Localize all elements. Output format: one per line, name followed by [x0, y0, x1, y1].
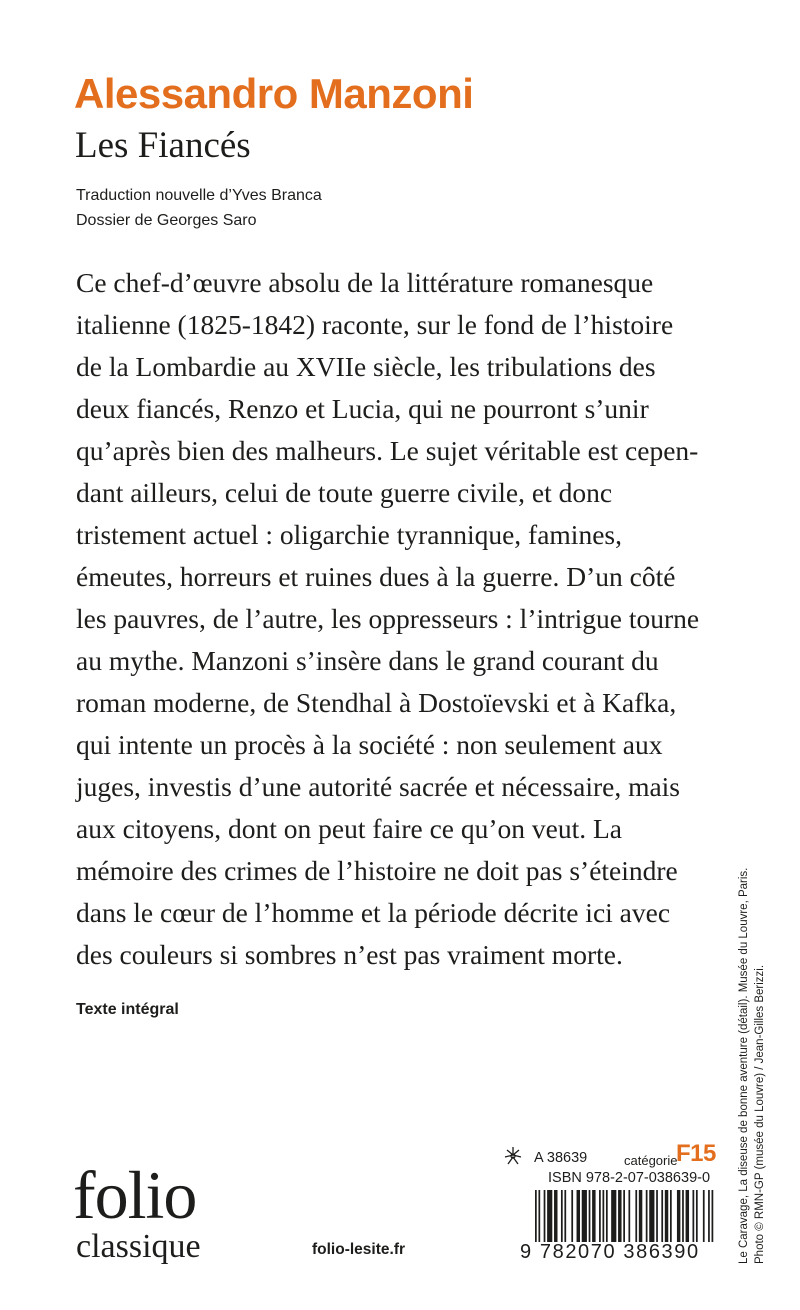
blurb-line: roman moderne, de Stendhal à Dostoïevski et à Kafka,: [76, 687, 677, 718]
blurb-line: aux citoyens, dont on peut faire ce qu’on veut. La: [76, 813, 622, 844]
blurb: [76, 262, 716, 976]
blurb-line: mémoire des crimes de l’histoire ne doit pas s’éteindre: [76, 855, 678, 886]
translator-credit: Traduction nouvelle d’Yves Branca: [76, 187, 322, 204]
barcode-digits: 9 782070 386390: [520, 1241, 700, 1263]
dossier-credit: Dossier de Georges Saro: [76, 212, 257, 229]
serial-number: A 38639: [534, 1150, 588, 1166]
texte-integral-label: Texte intégral: [76, 1001, 179, 1018]
blurb-line: dans le cœur de l’homme et la période décrite ici avec: [76, 897, 671, 928]
book-title: Les Fiancés: [75, 125, 251, 166]
category-code: F15: [676, 1140, 716, 1167]
blurb-line: juges, investis d’une autorité sacrée et nécessaire, mais: [76, 771, 681, 802]
cover-credit-line-1: Le Caravage, La diseuse de bonne aventure (détail). Musée du Louvre, Paris.: [738, 867, 750, 1264]
isbn: ISBN 978-2-07-038639-0: [548, 1170, 711, 1186]
category-label: catégorie: [624, 1153, 678, 1168]
barcode: [535, 1190, 715, 1242]
blurb-line: dant ailleurs, celui de toute guerre civile, et donc: [76, 477, 613, 508]
cover-credit-line-2: Photo © RMN-GP (musée du Louvre) / Jean-Gilles Berizzi.: [754, 964, 766, 1264]
blurb-line: italienne (1825-1842) raconte, sur le fond de l’histoire: [76, 309, 674, 340]
blurb-line: les pauvres, de l’autre, les oppresseurs : l’intrigue tourne: [76, 603, 700, 634]
author-name: Alessandro Manzoni: [74, 70, 474, 117]
blurb-line: au mythe. Manzoni s’insère dans le grand courant du: [76, 645, 659, 676]
blurb-line: de la Lombardie au XVIIe siècle, les tribulations des: [76, 351, 656, 382]
folio-subtitle: classique: [76, 1228, 201, 1265]
blurb-line: des couleurs si sombres n’est pas vraiment morte.: [76, 939, 623, 970]
cover-credit: [736, 824, 768, 1264]
folio-logo: folio: [73, 1157, 197, 1233]
blurb-line: qu’après bien des malheurs. Le sujet véritable est cepen-: [76, 435, 699, 466]
blurb-line: Ce chef-d’œuvre absolu de la littérature romanesque: [76, 267, 654, 298]
gallimard-star-icon: [502, 1145, 524, 1167]
website-link[interactable]: folio-lesite.fr: [312, 1241, 406, 1258]
blurb-line: tristement actuel : oligarchie tyrannique, famines,: [76, 519, 622, 550]
blurb-line: émeutes, horreurs et ruines dues à la guerre. D’un côté: [76, 561, 676, 592]
blurb-line: deux fiancés, Renzo et Lucia, qui ne pourront s’unir: [76, 393, 649, 424]
blurb-line: qui intente un procès à la société : non seulement aux: [76, 729, 663, 760]
